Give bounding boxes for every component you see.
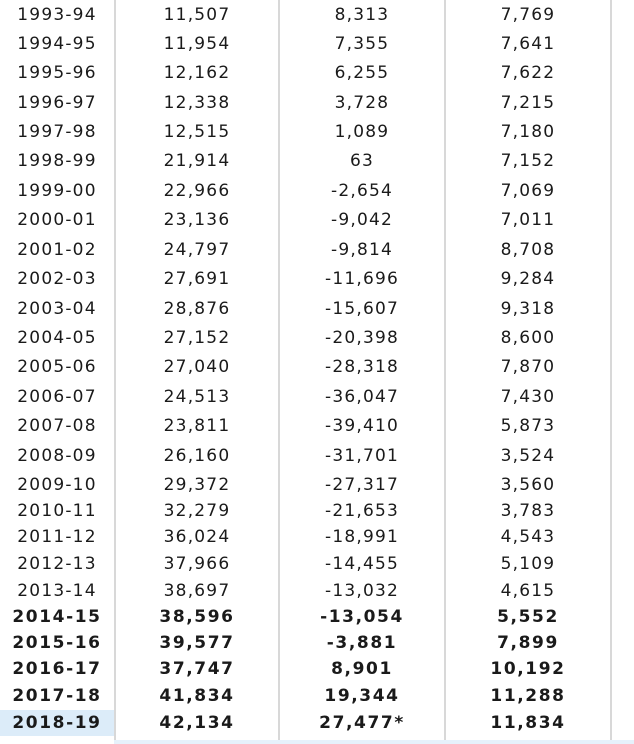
year-cell: 2007-08 bbox=[17, 416, 97, 436]
value-cell-2: -9,042 bbox=[330, 210, 393, 230]
value-cell-3: 7,430 bbox=[500, 387, 556, 407]
year-cell: 2001-02 bbox=[17, 240, 97, 260]
value-cell-1: 12,338 bbox=[163, 93, 231, 113]
value-cell-1: 27,040 bbox=[163, 357, 231, 377]
year-cell: 1995-96 bbox=[17, 63, 97, 83]
value-cell-3: 7,622 bbox=[500, 63, 556, 83]
year-cell: 2002-03 bbox=[17, 269, 97, 289]
table-row bbox=[0, 472, 634, 498]
value-cell-2: 8,901 bbox=[331, 659, 393, 679]
value-cell-1: 11,954 bbox=[163, 34, 231, 54]
year-cell: 2010-11 bbox=[17, 501, 97, 521]
year-cell: 2013-14 bbox=[17, 581, 97, 601]
value-cell-2: -14,455 bbox=[324, 554, 400, 574]
value-cell-1: 23,811 bbox=[163, 416, 231, 436]
value-cell-2: -3,881 bbox=[326, 633, 398, 653]
table-row bbox=[0, 710, 634, 736]
value-cell-1: 12,515 bbox=[163, 122, 231, 142]
value-cell-2: -31,701 bbox=[324, 446, 400, 466]
value-cell-2: -28,318 bbox=[324, 357, 400, 377]
value-cell-2: -27,317 bbox=[324, 475, 400, 495]
table-row bbox=[0, 148, 634, 174]
value-cell-3: 9,318 bbox=[500, 299, 556, 319]
value-cell-2: -11,696 bbox=[324, 269, 400, 289]
footer-strip bbox=[114, 740, 634, 744]
value-cell-3: 7,215 bbox=[500, 93, 556, 113]
table-row bbox=[0, 524, 634, 550]
value-cell-3: 8,600 bbox=[500, 328, 556, 348]
value-cell-2: 7,355 bbox=[334, 34, 390, 54]
value-cell-3: 10,192 bbox=[490, 659, 566, 679]
year-cell: 2014-15 bbox=[12, 607, 102, 627]
value-cell-3: 9,284 bbox=[500, 269, 556, 289]
value-cell-1: 24,797 bbox=[163, 240, 231, 260]
year-cell: 2015-16 bbox=[12, 633, 102, 653]
value-cell-3: 7,641 bbox=[500, 34, 556, 54]
value-cell-2: -20,398 bbox=[324, 328, 400, 348]
year-cell: 2012-13 bbox=[17, 554, 97, 574]
value-cell-3: 11,834 bbox=[490, 713, 566, 733]
value-cell-3: 3,524 bbox=[500, 446, 556, 466]
year-cell: 1999-00 bbox=[17, 181, 97, 201]
value-cell-1: 29,372 bbox=[163, 475, 231, 495]
value-cell-2: -18,991 bbox=[324, 527, 400, 547]
value-cell-2: -21,653 bbox=[324, 501, 400, 521]
value-cell-1: 23,136 bbox=[163, 210, 231, 230]
value-cell-2: -39,410 bbox=[324, 416, 400, 436]
value-cell-2: 8,313 bbox=[334, 5, 390, 25]
table-row bbox=[0, 656, 634, 682]
value-cell-1: 12,162 bbox=[163, 63, 231, 83]
year-cell: 2011-12 bbox=[17, 527, 97, 547]
year-cell: 2000-01 bbox=[17, 210, 97, 230]
table-row bbox=[0, 90, 634, 116]
year-cell: 1997-98 bbox=[17, 122, 97, 142]
year-cell: 1994-95 bbox=[17, 34, 97, 54]
value-cell-3: 7,180 bbox=[500, 122, 556, 142]
table-row bbox=[0, 266, 634, 292]
value-cell-2: 6,255 bbox=[334, 63, 390, 83]
value-cell-2: -15,607 bbox=[324, 299, 400, 319]
value-cell-2: -2,654 bbox=[330, 181, 393, 201]
value-cell-3: 7,769 bbox=[500, 5, 556, 25]
table-row bbox=[0, 60, 634, 86]
year-cell: 1993-94 bbox=[17, 5, 97, 25]
value-cell-1: 27,152 bbox=[163, 328, 231, 348]
value-cell-2: 27,477* bbox=[319, 713, 405, 733]
table-row bbox=[0, 551, 634, 577]
value-cell-3: 5,552 bbox=[497, 607, 559, 627]
table-row bbox=[0, 119, 634, 145]
table-row bbox=[0, 2, 634, 28]
value-cell-3: 4,543 bbox=[500, 527, 556, 547]
value-cell-1: 39,577 bbox=[159, 633, 235, 653]
value-cell-2: -9,814 bbox=[330, 240, 393, 260]
year-cell: 2004-05 bbox=[17, 328, 97, 348]
table-row bbox=[0, 237, 634, 263]
value-cell-1: 22,966 bbox=[163, 181, 231, 201]
year-cell: 2003-04 bbox=[17, 299, 97, 319]
year-cell: 2005-06 bbox=[17, 357, 97, 377]
table-row bbox=[0, 578, 634, 604]
table-row bbox=[0, 683, 634, 709]
value-cell-2: -13,054 bbox=[320, 607, 404, 627]
value-cell-1: 38,697 bbox=[163, 581, 231, 601]
value-cell-2: 19,344 bbox=[324, 686, 400, 706]
value-cell-3: 3,783 bbox=[500, 501, 556, 521]
year-cell: 2016-17 bbox=[12, 659, 102, 679]
year-cell: 2017-18 bbox=[12, 686, 102, 706]
table-row bbox=[0, 384, 634, 410]
year-cell: 2006-07 bbox=[17, 387, 97, 407]
year-cell: 2008-09 bbox=[17, 446, 97, 466]
year-cell: 1996-97 bbox=[17, 93, 97, 113]
value-cell-1: 11,507 bbox=[163, 5, 231, 25]
value-cell-2: 63 bbox=[349, 151, 375, 171]
table-row bbox=[0, 443, 634, 469]
value-cell-1: 24,513 bbox=[163, 387, 231, 407]
value-cell-3: 7,011 bbox=[500, 210, 556, 230]
value-cell-1: 27,691 bbox=[163, 269, 231, 289]
value-cell-1: 21,914 bbox=[163, 151, 231, 171]
value-cell-2: -13,032 bbox=[324, 581, 400, 601]
value-cell-3: 3,560 bbox=[500, 475, 556, 495]
value-cell-1: 37,747 bbox=[159, 659, 235, 679]
value-cell-2: -36,047 bbox=[324, 387, 400, 407]
value-cell-1: 38,596 bbox=[159, 607, 235, 627]
value-cell-2: 3,728 bbox=[334, 93, 390, 113]
value-cell-3: 11,288 bbox=[490, 686, 566, 706]
value-cell-3: 7,069 bbox=[500, 181, 556, 201]
table-row bbox=[0, 354, 634, 380]
value-cell-3: 5,873 bbox=[500, 416, 556, 436]
year-cell: 2009-10 bbox=[17, 475, 97, 495]
value-cell-1: 32,279 bbox=[163, 501, 231, 521]
value-cell-1: 41,834 bbox=[159, 686, 235, 706]
value-cell-3: 7,152 bbox=[500, 151, 556, 171]
value-cell-1: 42,134 bbox=[159, 713, 235, 733]
value-cell-3: 7,899 bbox=[497, 633, 559, 653]
value-cell-1: 28,876 bbox=[163, 299, 231, 319]
value-cell-1: 26,160 bbox=[163, 446, 231, 466]
value-cell-1: 36,024 bbox=[163, 527, 231, 547]
table-row bbox=[0, 604, 634, 630]
value-cell-3: 4,615 bbox=[500, 581, 556, 601]
table-row bbox=[0, 31, 634, 57]
table-row bbox=[0, 296, 634, 322]
value-cell-3: 8,708 bbox=[500, 240, 556, 260]
value-cell-3: 5,109 bbox=[500, 554, 556, 574]
table-row bbox=[0, 178, 634, 204]
table-row bbox=[0, 207, 634, 233]
value-cell-2: 1,089 bbox=[334, 122, 390, 142]
value-cell-3: 7,870 bbox=[500, 357, 556, 377]
table-row bbox=[0, 413, 634, 439]
table-row bbox=[0, 498, 634, 524]
table-row bbox=[0, 325, 634, 351]
value-cell-1: 37,966 bbox=[163, 554, 231, 574]
table-row bbox=[0, 630, 634, 656]
year-cell: 2018-19 bbox=[0, 710, 114, 736]
year-cell: 1998-99 bbox=[17, 151, 97, 171]
